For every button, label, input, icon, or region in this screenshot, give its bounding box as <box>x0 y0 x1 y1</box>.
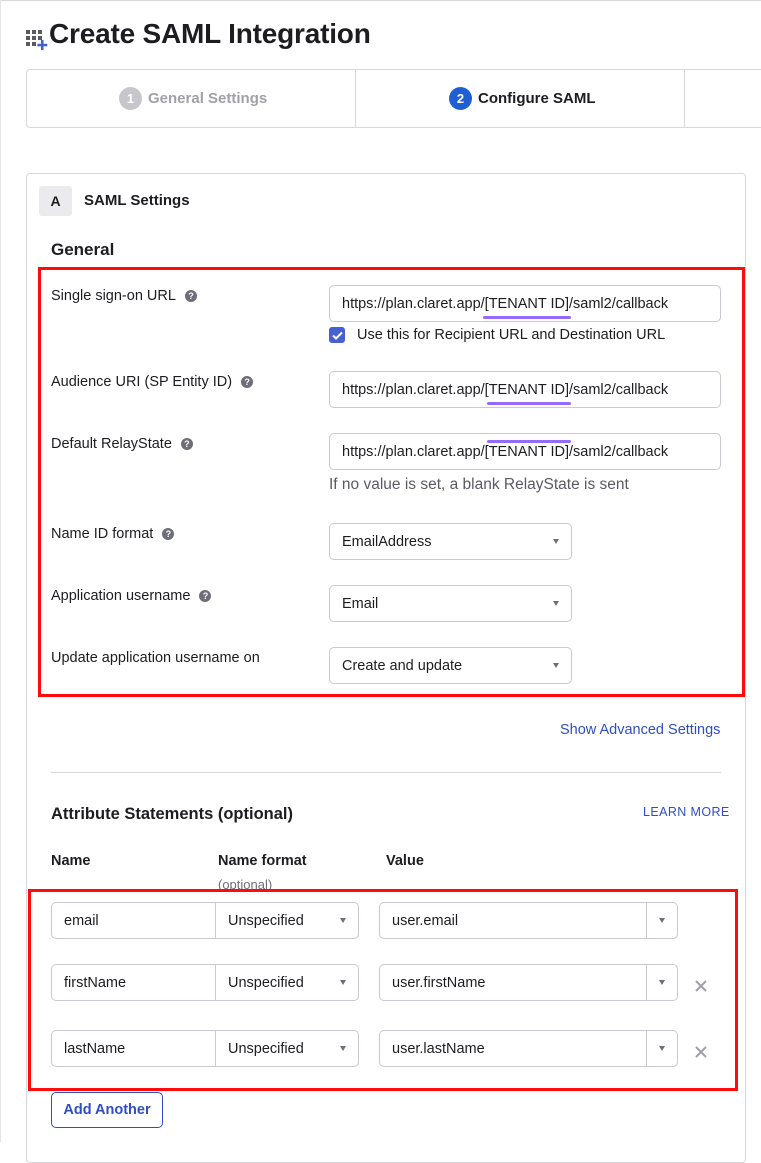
step-label: General Settings <box>148 89 268 107</box>
step-number-badge: 1 <box>119 87 142 110</box>
step-configure-saml[interactable] <box>449 86 596 110</box>
name-id-format-select[interactable] <box>329 523 572 560</box>
section-title: SAML Settings <box>84 192 190 209</box>
attribute-format-select[interactable] <box>215 964 359 1001</box>
url-suffix: /saml2/callback <box>569 295 669 312</box>
relaystate-input[interactable] <box>329 433 721 470</box>
relaystate-hint: If no value is set, a blank RelayState is sent <box>329 476 629 493</box>
step-divider <box>355 70 356 127</box>
remove-row-close-icon[interactable] <box>694 1045 708 1059</box>
step-general-settings[interactable] <box>119 86 267 110</box>
name-id-format-label: Name ID format ? <box>51 526 174 542</box>
column-header-name-format: Name format <box>218 853 307 869</box>
learn-more-link[interactable]: LEARN MORE <box>643 805 730 819</box>
url-prefix: https://plan.claret.app/ <box>342 295 485 312</box>
help-icon[interactable]: ? <box>162 528 174 540</box>
column-header-optional: (optional) <box>218 877 273 892</box>
attribute-format-select[interactable] <box>215 1030 359 1067</box>
select-value: Email <box>342 595 379 612</box>
chevron-down-icon <box>553 539 559 544</box>
annotation-underline <box>483 316 571 319</box>
chevron-down-icon <box>553 663 559 668</box>
annotation-underline <box>487 440 571 443</box>
chevron-down-icon <box>340 918 346 923</box>
combobox-value: user.lastName <box>392 1040 485 1057</box>
chevron-down-icon <box>659 980 665 985</box>
chevron-down-icon <box>553 601 559 606</box>
help-icon[interactable]: ? <box>199 590 211 602</box>
tenant-id-placeholder: [TENANT ID] <box>485 444 569 460</box>
url-suffix: /saml2/callback <box>569 381 669 398</box>
update-username-on-select[interactable] <box>329 647 572 684</box>
attribute-name-input[interactable]: firstName <box>51 964 216 1001</box>
dropdown-toggle[interactable] <box>646 903 677 938</box>
left-border <box>0 0 1 1142</box>
annotation-underline <box>487 402 571 405</box>
show-advanced-settings-link[interactable]: Show Advanced Settings <box>560 722 721 738</box>
remove-row-close-icon[interactable] <box>694 979 708 993</box>
tenant-id-placeholder: [TENANT ID] <box>485 382 569 398</box>
attribute-value-combobox[interactable] <box>379 1030 678 1067</box>
help-icon[interactable]: ? <box>241 376 253 388</box>
update-username-on-label: Update application username on <box>51 650 260 666</box>
column-header-value: Value <box>386 853 424 869</box>
sso-url-label: Single sign-on URL ? <box>51 288 197 304</box>
attribute-value-combobox[interactable] <box>379 964 678 1001</box>
check-icon <box>332 331 343 340</box>
select-value: Create and update <box>342 657 463 674</box>
tenant-id-placeholder: [TENANT ID] <box>485 296 569 312</box>
add-another-button[interactable]: Add Another <box>51 1092 163 1128</box>
section-letter-badge: A <box>39 186 72 216</box>
section-divider <box>51 772 721 773</box>
help-icon[interactable]: ? <box>185 290 197 302</box>
relaystate-label: Default RelayState ? <box>51 436 193 452</box>
recipient-destination-label: Use this for Recipient URL and Destination URL <box>357 327 666 343</box>
attribute-statements-heading: Attribute Statements (optional) <box>51 805 293 823</box>
top-border <box>0 0 761 1</box>
attribute-format-select[interactable] <box>215 902 359 939</box>
chevron-down-icon <box>340 1046 346 1051</box>
combobox-value: user.email <box>392 912 459 929</box>
chevron-down-icon <box>659 918 665 923</box>
help-icon[interactable]: ? <box>181 438 193 450</box>
app-grid-add-icon <box>24 26 50 52</box>
sso-url-input[interactable] <box>329 285 721 322</box>
column-header-name: Name <box>51 853 91 869</box>
url-prefix: https://plan.claret.app/ <box>342 443 485 460</box>
url-prefix: https://plan.claret.app/ <box>342 381 485 398</box>
select-value: EmailAddress <box>342 533 432 550</box>
select-value: Unspecified <box>228 912 304 929</box>
page-title: Create SAML Integration <box>49 18 371 49</box>
chevron-down-icon <box>340 980 346 985</box>
chevron-down-icon <box>659 1046 665 1051</box>
attribute-name-input[interactable]: lastName <box>51 1030 216 1067</box>
combobox-value: user.firstName <box>392 974 486 991</box>
select-value: Unspecified <box>228 974 304 991</box>
recipient-destination-checkbox[interactable] <box>329 327 345 343</box>
url-suffix: /saml2/callback <box>569 443 669 460</box>
select-value: Unspecified <box>228 1040 304 1057</box>
step-number-badge: 2 <box>449 87 472 110</box>
application-username-select[interactable] <box>329 585 572 622</box>
step-divider <box>684 70 685 127</box>
attribute-name-input[interactable]: email <box>51 902 216 939</box>
dropdown-toggle[interactable] <box>646 965 677 1000</box>
step-label: Configure SAML <box>478 89 596 107</box>
dropdown-toggle[interactable] <box>646 1031 677 1066</box>
audience-uri-input[interactable] <box>329 371 721 408</box>
general-heading: General <box>51 240 115 259</box>
audience-uri-label: Audience URI (SP Entity ID) ? <box>51 374 253 390</box>
attribute-value-combobox[interactable] <box>379 902 678 939</box>
application-username-label: Application username ? <box>51 588 211 604</box>
